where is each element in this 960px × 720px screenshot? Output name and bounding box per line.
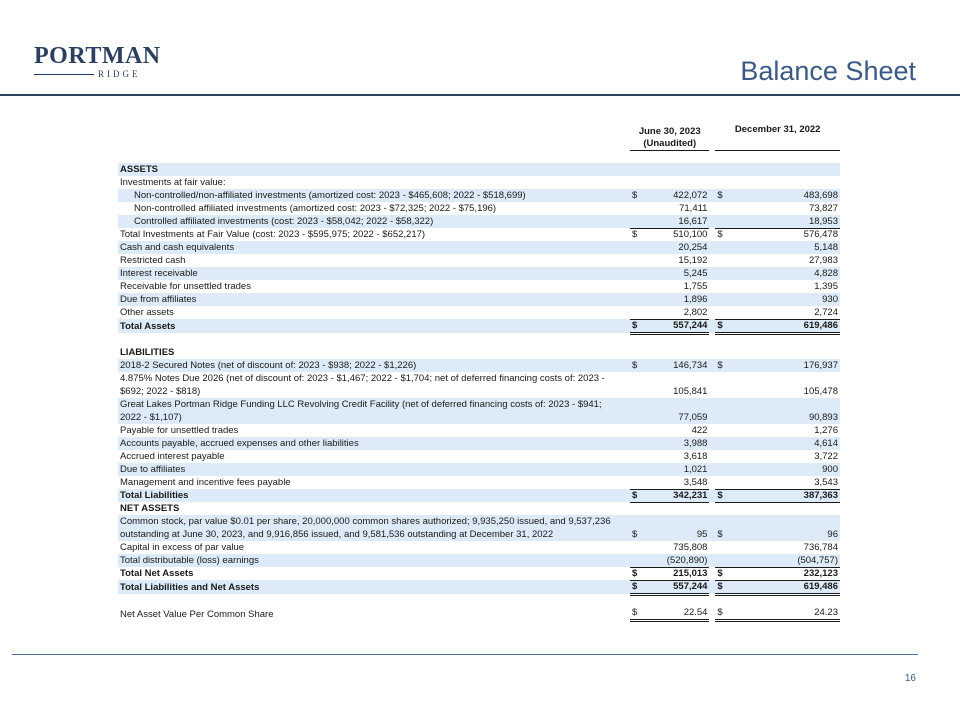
section-heading-net-assets: NET ASSETS bbox=[120, 503, 180, 514]
value-dec-2022: 73,827 bbox=[808, 203, 838, 214]
row-label: Great Lakes Portman Ridge Funding LLC Revolving Credit Facility (net of deferred financing costs of: 2023 - $941; 2022 - $1,107) bbox=[118, 398, 624, 424]
value-june-2023: 16,617 bbox=[642, 215, 710, 228]
value-june-2023: 215,013 bbox=[642, 567, 710, 580]
table-row bbox=[118, 541, 840, 554]
row-label: Due from affiliates bbox=[118, 293, 624, 306]
table-row bbox=[118, 202, 840, 215]
row-label: Accounts payable, accrued expenses and other liabilities bbox=[118, 437, 624, 450]
table-row bbox=[118, 463, 840, 476]
value-june-2023: 105,841 bbox=[673, 386, 708, 397]
value-dec-2022: 90,893 bbox=[727, 398, 840, 424]
currency-symbol: $ bbox=[630, 607, 642, 621]
value-june-2023: 95 bbox=[642, 515, 710, 541]
row-label: Payable for unsettled trades bbox=[120, 425, 239, 436]
value-june-2023: 15,192 bbox=[678, 255, 708, 266]
row-label: 4.875% Notes Due 2026 (net of discount of: 2023 - $1,467; 2022 - $1,704; net of deferred financing costs of: 2023 - $692; 2022 - $818) bbox=[120, 373, 605, 397]
currency-symbol: $ bbox=[715, 580, 727, 594]
table-row bbox=[118, 437, 840, 450]
table-row bbox=[118, 607, 840, 621]
table-row bbox=[118, 476, 840, 489]
table-row bbox=[118, 580, 840, 594]
value-june-2023: 557,244 bbox=[642, 319, 710, 333]
value-june-2023: 422 bbox=[691, 425, 708, 436]
currency-symbol: $ bbox=[715, 319, 727, 333]
table-row bbox=[118, 567, 840, 580]
value-dec-2022: 4,614 bbox=[727, 437, 840, 450]
row-label: Total distributable (loss) earnings bbox=[118, 554, 624, 567]
currency-symbol: $ bbox=[715, 189, 727, 202]
value-dec-2022: (504,757) bbox=[727, 554, 840, 567]
value-dec-2022: 18,953 bbox=[727, 215, 840, 228]
logo-sub-text: RIDGE bbox=[98, 69, 141, 79]
value-dec-2022: 483,698 bbox=[727, 189, 840, 202]
row-label: Interest receivable bbox=[118, 267, 624, 280]
row-label: Management and incentive fees payable bbox=[120, 477, 291, 488]
logo-divider bbox=[34, 74, 94, 75]
currency-symbol: $ bbox=[715, 567, 727, 580]
currency-symbol: $ bbox=[715, 607, 727, 621]
currency-symbol: $ bbox=[630, 189, 642, 202]
value-dec-2022: 3,722 bbox=[814, 451, 838, 462]
row-label: Restricted cash bbox=[120, 255, 186, 266]
table-row bbox=[118, 554, 840, 567]
row-label: Accrued interest payable bbox=[120, 451, 225, 462]
row-label: Receivable for unsettled trades bbox=[120, 281, 251, 292]
value-dec-2022: 5,148 bbox=[727, 241, 840, 254]
table-row bbox=[118, 293, 840, 306]
value-june-2023: 3,618 bbox=[683, 451, 708, 462]
table-row bbox=[118, 241, 840, 254]
currency-symbol: $ bbox=[632, 229, 638, 240]
currency-symbol: $ bbox=[630, 319, 642, 333]
value-dec-2022: 900 bbox=[727, 463, 840, 476]
value-dec-2022: 232,123 bbox=[727, 567, 840, 580]
value-june-2023: 510,100 bbox=[673, 229, 708, 240]
row-label: Total Assets bbox=[118, 319, 624, 333]
value-june-2023: 3,988 bbox=[642, 437, 710, 450]
section-heading-assets: ASSETS bbox=[118, 163, 624, 176]
table-row bbox=[118, 502, 840, 515]
page-title: Balance Sheet bbox=[740, 56, 916, 86]
value-dec-2022: 930 bbox=[727, 293, 840, 306]
value-dec-2022: 105,478 bbox=[803, 386, 838, 397]
value-dec-2022: 2,724 bbox=[727, 306, 840, 319]
table-row bbox=[118, 489, 840, 502]
table-row bbox=[118, 424, 840, 437]
row-label: Cash and cash equivalents bbox=[118, 241, 624, 254]
currency-symbol: $ bbox=[715, 359, 727, 372]
table-row bbox=[118, 280, 840, 293]
currency-symbol: $ bbox=[630, 567, 642, 580]
table-row bbox=[118, 254, 840, 267]
currency-symbol: $ bbox=[630, 489, 642, 502]
currency-symbol: $ bbox=[630, 359, 642, 372]
currency-symbol: $ bbox=[630, 580, 642, 594]
value-dec-2022: 576,478 bbox=[803, 229, 838, 240]
column-header-june-2023: June 30, 2023 (Unaudited) bbox=[630, 122, 709, 150]
table-row bbox=[118, 346, 840, 359]
row-label: Non-controlled/non-affiliated investments (amortized cost: 2023 - $465,608; 2022 - $518,699) bbox=[118, 189, 624, 202]
table-row bbox=[118, 267, 840, 280]
value-dec-2022: 176,937 bbox=[727, 359, 840, 372]
row-label: Total Net Assets bbox=[120, 568, 194, 579]
balance-sheet-table bbox=[118, 122, 840, 622]
portman-ridge-logo bbox=[34, 43, 161, 79]
row-label: Investments at fair value: bbox=[120, 177, 226, 188]
table-row bbox=[118, 215, 840, 228]
value-dec-2022: 1,276 bbox=[814, 425, 838, 436]
row-label: Common stock, par value $0.01 per share, 20,000,000 common shares authorized; 9,935,250 issued, and 9,537,236 outstanding at June 30, 2023, and 9,916,856 issued, and 9,581,536 outstanding at December 31, 2022 bbox=[118, 515, 624, 541]
value-dec-2022: 1,395 bbox=[814, 281, 838, 292]
footer-divider bbox=[12, 654, 918, 655]
currency-symbol: $ bbox=[630, 515, 642, 541]
row-label: Total Investments at Fair Value (cost: 2023 - $595,975; 2022 - $652,217) bbox=[120, 229, 426, 240]
row-label: Total Liabilities and Net Assets bbox=[118, 580, 624, 594]
value-june-2023: 1,021 bbox=[642, 463, 710, 476]
value-june-2023: 77,059 bbox=[642, 398, 710, 424]
table-row bbox=[118, 398, 840, 424]
row-label: Other assets bbox=[120, 307, 174, 318]
value-june-2023: 1,896 bbox=[642, 293, 710, 306]
currency-symbol: $ bbox=[715, 489, 727, 502]
table-row bbox=[118, 450, 840, 463]
value-dec-2022: 27,983 bbox=[808, 255, 838, 266]
value-june-2023: 1,755 bbox=[683, 281, 708, 292]
value-dec-2022: 387,363 bbox=[727, 489, 840, 502]
table-row bbox=[118, 359, 840, 372]
value-june-2023: 557,244 bbox=[642, 580, 710, 594]
value-june-2023: 5,245 bbox=[642, 267, 710, 280]
value-dec-2022: 619,486 bbox=[727, 319, 840, 333]
row-label: 2018-2 Secured Notes (net of discount of: 2023 - $938; 2022 - $1,226) bbox=[118, 359, 624, 372]
value-june-2023: 2,802 bbox=[642, 306, 710, 319]
table-row bbox=[118, 372, 840, 398]
value-june-2023: 20,254 bbox=[642, 241, 710, 254]
value-june-2023: (520,890) bbox=[642, 554, 710, 567]
value-june-2023: 735,808 bbox=[673, 542, 708, 553]
value-dec-2022: 619,486 bbox=[727, 580, 840, 594]
value-june-2023: 22.54 bbox=[642, 607, 710, 621]
page-number: 16 bbox=[904, 673, 916, 684]
table-row bbox=[118, 163, 840, 176]
row-label: Total Liabilities bbox=[118, 489, 624, 502]
table-row bbox=[118, 189, 840, 202]
currency-symbol: $ bbox=[715, 515, 727, 541]
currency-symbol: $ bbox=[717, 229, 723, 240]
row-label: Non-controlled affiliated investments (amortized cost: 2023 - $72,325; 2022 - $75,196) bbox=[134, 203, 497, 214]
table-row bbox=[118, 176, 840, 189]
value-june-2023: 342,231 bbox=[642, 489, 710, 502]
row-label: Net Asset Value Per Common Share bbox=[120, 608, 274, 620]
value-dec-2022: 736,784 bbox=[803, 542, 838, 553]
value-june-2023: 71,411 bbox=[679, 203, 708, 214]
value-june-2023: 422,072 bbox=[642, 189, 710, 202]
table-row bbox=[118, 319, 840, 333]
row-label: Controlled affiliated investments (cost: 2023 - $58,042; 2022 - $58,322) bbox=[118, 215, 624, 228]
section-heading-liabilities: LIABILITIES bbox=[120, 347, 175, 358]
table-row bbox=[118, 515, 840, 541]
logo-main-text: PORTMAN bbox=[34, 43, 161, 69]
column-header-dec-2022: December 31, 2022 bbox=[715, 122, 840, 150]
value-june-2023: 3,548 bbox=[642, 476, 710, 489]
header-divider bbox=[0, 94, 960, 96]
value-dec-2022: 4,828 bbox=[727, 267, 840, 280]
value-june-2023: 146,734 bbox=[642, 359, 710, 372]
row-label: Due to affiliates bbox=[118, 463, 624, 476]
table-row bbox=[118, 306, 840, 319]
value-dec-2022: 3,543 bbox=[727, 476, 840, 489]
value-dec-2022: 24.23 bbox=[727, 607, 840, 621]
table-header-row bbox=[118, 122, 840, 150]
value-dec-2022: 96 bbox=[727, 515, 840, 541]
row-label: Capital in excess of par value bbox=[120, 542, 245, 553]
table-row bbox=[118, 228, 840, 241]
